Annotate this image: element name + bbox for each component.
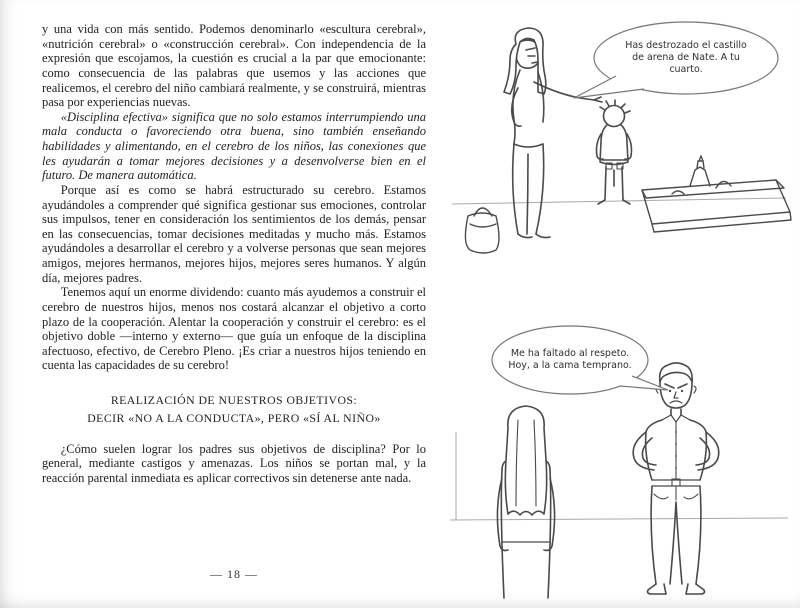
body-paragraph: Tenemos aquí un enorme dividendo: cuanto más ayudemos a construir el cerebro de nuestros hijos, menos nos costará alcanzar el objetivo a corto plazo de la cooperación. Alentar la cooperación y construir el cerebro: es el objetivo doble —interno y externo— que guía un enfoque de la disciplina afectuoso, efectivo, de Cerebro Pleno. ¡Es criar a nuestros hijos teniendo en cuenta las capacidades de su cerebro! xyxy=(42,285,426,373)
boy-figure xyxy=(597,100,632,204)
body-paragraph-italic: «Disciplina efectiva» significa que no solo estamos interrumpiendo una mala conducta o favoreciendo otra buena, sino también enseñando habilidades y alimentando, en el cerebro de los niños, las conexiones que les ayudarán a tomar mejores decisiones y a desenvolverse bien en el futuro. De manera automática. xyxy=(42,109,426,183)
speech-bubble-mother-text: Has destrozado el castillo de arena de Nate. A tu cuarto. xyxy=(625,40,747,75)
section-heading-line2: DECIR «NO A LA CONDUCTA», PERO «SÍ AL NIÑO» xyxy=(87,411,381,426)
handbag-drawing xyxy=(465,208,499,253)
comic-panel-sandbox-drawing xyxy=(446,10,792,296)
speech-bubble-shape xyxy=(492,326,668,394)
father-figure xyxy=(633,363,719,594)
floor-line xyxy=(452,198,786,204)
mother-figure xyxy=(504,28,602,238)
girl-figure xyxy=(497,406,554,598)
comic-panel-father-drawing xyxy=(446,310,792,600)
illustration-column xyxy=(446,10,792,600)
page-number: — 18 — xyxy=(210,567,258,581)
body-paragraph: y una vida con más sentido. Podemos denominarlo «escultura cerebral», «nutrición cerebral» o «construcción cerebral». Con independencia de la expresión que escojamos, la cuestión es crucial a la par que emocionante: como consecuencia de las palabras que usemos y las acciones que realicemos, el cerebro del niño cambiará realmente, y se construirá, mientras pasa por experiencias nuevas. xyxy=(42,22,426,110)
left-text-column xyxy=(42,22,426,582)
comic-panel-sandbox xyxy=(446,10,792,296)
body-paragraph: ¿Cómo suelen lograr los padres sus objetivos de disciplina? Por lo general, mediante castigos y amenazas. Los niños se portan mal, y la reacción parental inmediata es aplicar correctivos sin detenerse ante nada. xyxy=(42,441,426,485)
speech-bubble-father-text: Me ha faltado al respeto. Hoy, a la cama temprano. xyxy=(508,348,632,371)
section-heading-line1: REALIZACIÓN DE NUESTROS OBJETIVOS: xyxy=(110,393,358,407)
comic-panel-father-daughter xyxy=(446,310,792,600)
sandbox-drawing xyxy=(642,156,791,232)
body-paragraph: Porque así es como se habrá estructurado su cerebro. Estamos ayudándoles a comprender qué significa gestionar sus emociones, controlar sus impulsos, tener en consideración los sentimientos de los demás, pensar en las consecuencias, tomar decisiones meditadas y mucho más. Estamos ayudándoles a desarrollar el cerebro y a volverse personas que sean mejores amigos, mejores hermanos, mejores hijos, mejores seres humanos. Y algún día, mejores padres. xyxy=(42,182,426,285)
speech-bubble-shape xyxy=(574,22,778,98)
section-heading xyxy=(52,391,416,428)
